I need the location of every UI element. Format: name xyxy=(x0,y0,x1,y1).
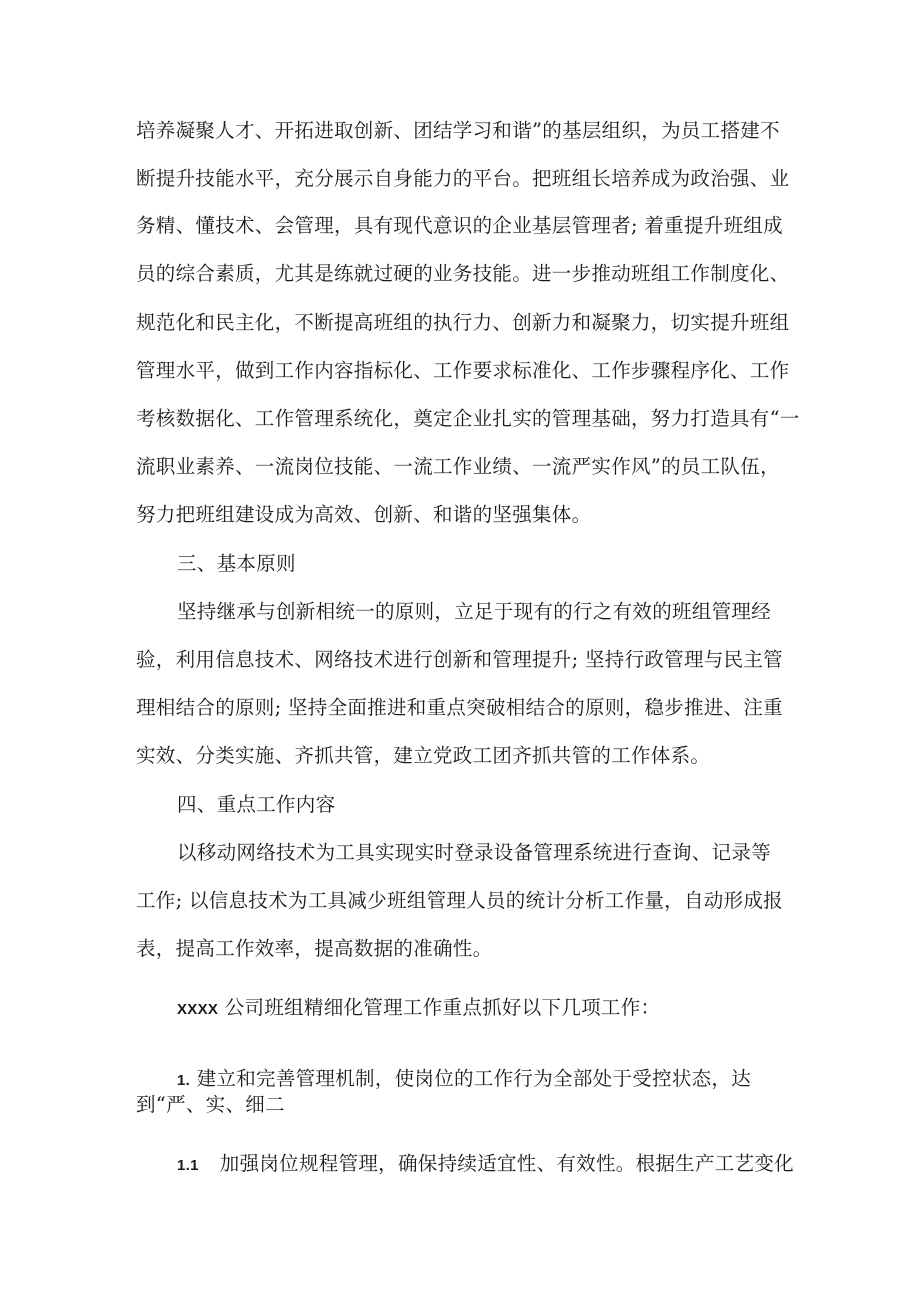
text-line: 流职业素养、一流岗位技能、一流工作业绩、一流严实作风”的员工队伍， xyxy=(136,455,780,478)
company-work-line xyxy=(177,995,660,1023)
text-line: 努力把班组建设成为高效、创新、和谐的坚强集体。 xyxy=(136,503,592,526)
section-heading-basic-principles: 三、基本原则 xyxy=(177,552,296,575)
text-line: 工作; 以信息技术为工具减少班组管理人员的统计分析工作量，自动形成报 xyxy=(136,889,783,912)
text-line: 断提升技能水平，充分展示自身能力的平台。把班组长培养成为政治强、业 xyxy=(136,167,790,190)
text-line: 规范化和民主化，不断提高班组的执行力、创新力和凝聚力，切实提升班组 xyxy=(136,311,790,334)
text-line: 员的综合素质，尤其是练就过硬的业务技能。进一步推动班组工作制度化、 xyxy=(136,262,790,285)
text-line: 培养凝聚人才、开拓进取创新、团结学习和谐”的基层组织，为员工搭建不 xyxy=(136,119,780,142)
item-1-1-line xyxy=(177,1151,794,1179)
text-line: 理相结合的原则; 坚持全面推进和重点突破相结合的原则，稳步推进、注重 xyxy=(136,696,783,719)
item-1-text: 建立和完善管理机制，使岗位的工作行为全部处于受控状态，达 xyxy=(196,1067,752,1090)
company-name: XXXX xyxy=(177,1001,219,1018)
text-line: 务精、懂技术、会管理，具有现代意识的企业基层管理者; 着重提升班组成 xyxy=(136,214,783,237)
text-line: 以移动网络技术为工具实现实时登录设备管理系统进行查询、记录等 xyxy=(177,841,772,864)
item-1-1-text: 加强岗位规程管理，确保持续适宜性、有效性。根据生产工艺变化 xyxy=(219,1152,794,1175)
item-1-line2: 到“严、实、细二 xyxy=(136,1093,285,1116)
company-line-text: 公司班组精细化管理工作重点抓好以下几项工作： xyxy=(224,996,661,1019)
text-line: 实效、分类实施、齐抓共管，建立党政工团齐抓共管的工作体系。 xyxy=(136,744,711,767)
item-1-line1 xyxy=(177,1066,751,1094)
section-heading-key-work: 四、重点工作内容 xyxy=(177,793,336,816)
text-line: 管理水平，做到工作内容指标化、工作要求标准化、工作步骤程序化、工作 xyxy=(136,359,790,382)
text-line: 验，利用信息技术、网络技术进行创新和管理提升; 坚持行政管理与民主管 xyxy=(136,648,783,671)
item-1-number: 1. xyxy=(177,1072,191,1089)
text-line: 考核数据化、工作管理系统化，奠定企业扎实的管理基础，努力打造具有“一 xyxy=(136,407,800,430)
text-line: 坚持继承与创新相统一的原则，立足于现有的行之有效的班组管理经 xyxy=(177,600,772,623)
item-1-1-number: 1.1 xyxy=(177,1157,199,1174)
text-line: 表，提高工作效率，提高数据的准确性。 xyxy=(136,937,493,960)
